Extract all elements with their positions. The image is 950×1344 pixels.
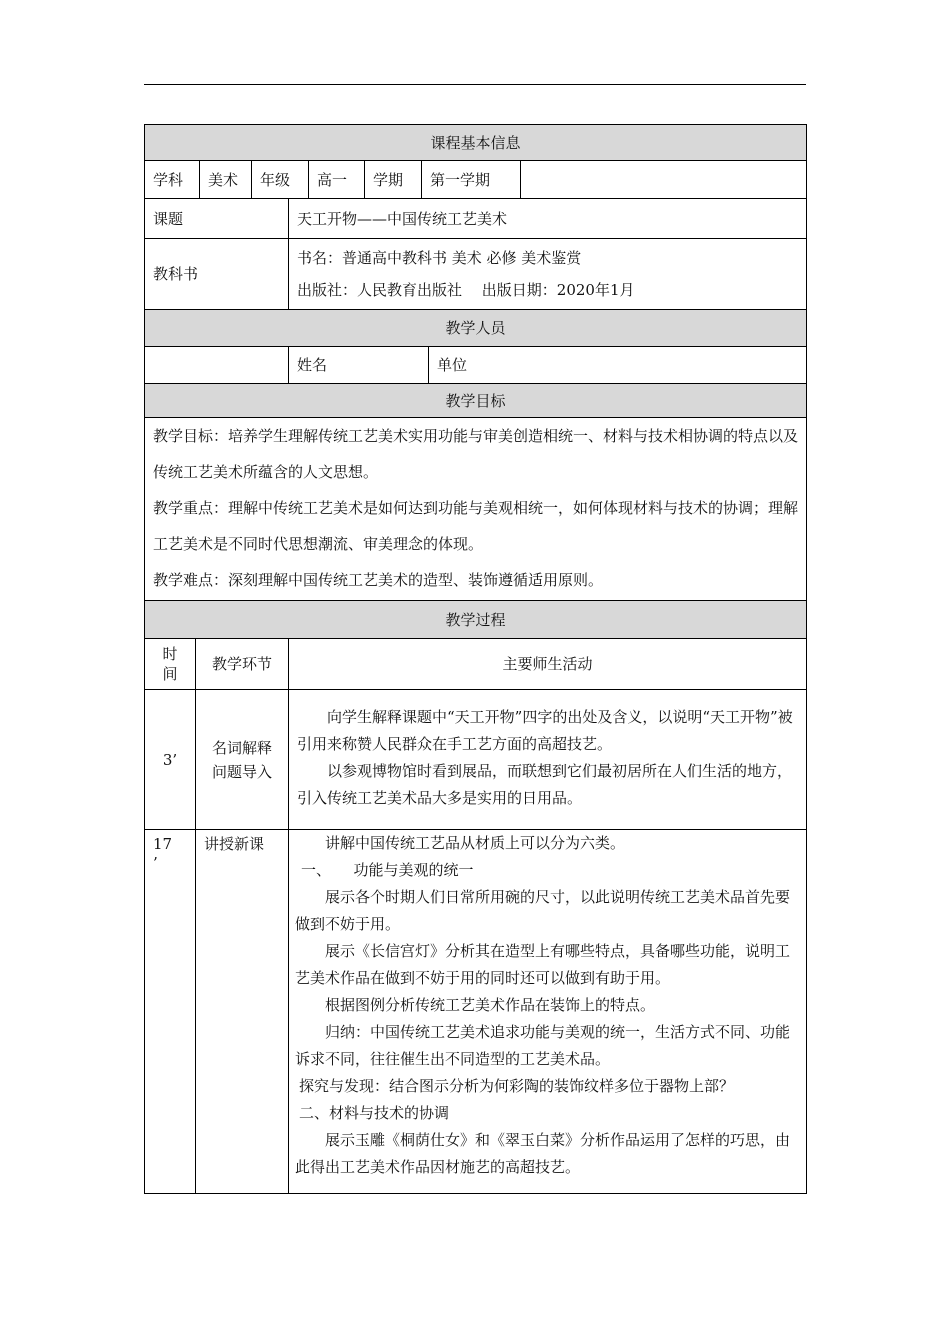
info-empty-cell xyxy=(520,160,807,199)
staff-empty-cell xyxy=(144,346,289,384)
textbook-details xyxy=(288,238,807,310)
page-header-rule xyxy=(144,84,806,85)
row1-activity-p2: 以参观博物馆时看到展品，而联想到它们最初居所在人们生活的地方，引入传统工艺美术品大多是实用的日用品。 xyxy=(297,762,793,807)
stage-column-header: 教学环节 xyxy=(195,638,289,690)
row2-line-9: 展示玉雕《桐荫仕女》和《翠玉白菜》分析作品运用了怎样的巧思，由此得出工艺美术作品因材施艺的高超技艺。 xyxy=(295,1131,791,1176)
course-info-header: 课程基本信息 xyxy=(144,124,807,161)
grade-label: 年级 xyxy=(251,160,309,199)
process-header: 教学过程 xyxy=(144,600,807,639)
subject-value: 美术 xyxy=(199,160,252,199)
teaching-difficulty: 教学难点：深刻理解中国传统工艺美术的造型、装饰遵循适用原则。 xyxy=(153,571,604,589)
row1-stage-line2: 问题导入 xyxy=(211,762,272,781)
topic-value: 天工开物——中国传统工艺美术 xyxy=(288,198,807,239)
staff-unit-label: 单位 xyxy=(428,346,807,384)
row2-line-2: 一、 功能与美观的统一 xyxy=(301,861,474,879)
row1-stage xyxy=(195,689,289,830)
row2-line-4: 展示《长信宫灯》分析其在造型上有哪些特点，具备哪些功能，说明工艺美术作品在做到不妨于用的同时还可以做到有助于用。 xyxy=(295,942,791,987)
row2-time-line1: 17 xyxy=(153,835,173,853)
textbook-book-line: 书名：普通高中教科书 美术 必修 美术鉴赏 xyxy=(297,249,582,267)
row2-time xyxy=(144,829,196,1194)
row1-time: 3’ xyxy=(144,689,196,830)
row2-stage: 讲授新课 xyxy=(195,829,289,1194)
goals-content xyxy=(144,417,807,601)
term-value: 第一学期 xyxy=(421,160,521,199)
staff-name-label: 姓名 xyxy=(288,346,429,384)
row2-line-1: 讲解中国传统工艺品从材质上可以分为六类。 xyxy=(325,834,626,852)
textbook-publisher-line: 出版社：人民教育出版社 出版日期：2020年1月 xyxy=(297,281,635,299)
row2-line-6: 归纳：中国传统工艺美术追求功能与美观的统一，生活方式不同、功能诉求不同，往往催生出不同造型的工艺美术品。 xyxy=(295,1023,791,1068)
row2-line-7: 探究与发现：结合图示分析为何彩陶的装饰纹样多位于器物上部？ xyxy=(299,1077,735,1095)
staff-header: 教学人员 xyxy=(144,309,807,347)
row2-activity xyxy=(288,829,807,1194)
row1-stage-line1: 名词解释 xyxy=(211,738,272,757)
row2-line-5: 根据图例分析传统工艺美术作品在装饰上的特点。 xyxy=(325,996,656,1014)
row1-activity-p1: 向学生解释课题中“天工开物”四字的出处及含义，以说明“天工开物”被引用来称赞人民群众在手工艺方面的高超技艺。 xyxy=(297,708,793,753)
goals-header: 教学目标 xyxy=(144,383,807,418)
row2-line-8: 二、材料与技术的协调 xyxy=(299,1104,450,1122)
term-label: 学期 xyxy=(364,160,422,199)
row1-activity xyxy=(288,689,807,830)
teaching-goal: 教学目标：培养学生理解传统工艺美术实用功能与审美创造相统一、材料与技术相协调的特点以及传统工艺美术所蕴含的人文思想。 xyxy=(153,427,799,481)
activity-column-header: 主要师生活动 xyxy=(288,638,807,690)
teaching-focus: 教学重点：理解中传统工艺美术是如何达到功能与美观相统一，如何体现材料与技术的协调；理解工艺美术是不同时代思想潮流、审美理念的体现。 xyxy=(153,499,799,553)
textbook-label: 教科书 xyxy=(144,238,289,310)
topic-label: 课题 xyxy=(144,198,289,239)
subject-label: 学科 xyxy=(144,160,200,199)
grade-value: 高一 xyxy=(308,160,365,199)
row2-line-3: 展示各个时期人们日常所用碗的尺寸，以此说明传统工艺美术品首先要做到不妨于用。 xyxy=(295,888,791,933)
row2-time-line2: ’ xyxy=(153,854,158,872)
time-column-header: 时间 xyxy=(144,638,196,690)
